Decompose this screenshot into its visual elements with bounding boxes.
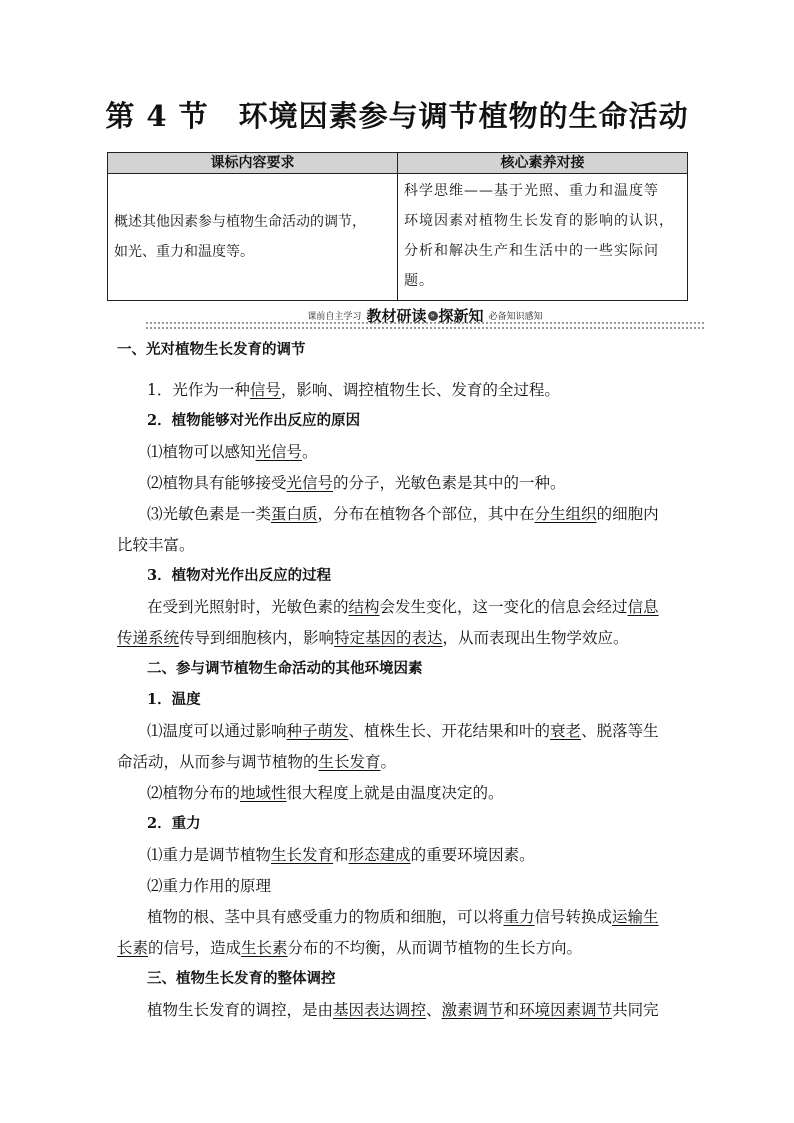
section-heading: 二、参与调节植物生命活动的其他环境因素	[147, 660, 423, 677]
paragraph-continuation: 传递系统传导到细胞核内，影响特定基因的表达，从而表现出生物学效应。	[117, 629, 629, 647]
key-term: 地域性	[240, 784, 287, 802]
table-cell-requirements	[108, 174, 398, 301]
table-cell-line: 科学思维——基于光照、重力和温度等	[404, 183, 659, 199]
list-item-continuation: 命活动，从而参与调节植物的生长发育。	[117, 753, 397, 771]
list-item: ⑵植物分布的地域性很大程度上就是由温度决定的。	[147, 784, 504, 802]
key-term: 分生组织	[534, 505, 597, 523]
paragraph-continuation: 长素的信号，造成生长素分布的不均衡，从而调节植物的生长方向。	[117, 939, 583, 957]
double-arrow-icon: »	[428, 311, 438, 321]
table-header-left: 课标内容要求	[108, 153, 398, 174]
table-cell-line: 如光、重力和温度等。	[114, 244, 254, 260]
key-term: 生长发育	[318, 753, 381, 771]
banner-main-right: 探新知	[438, 307, 484, 325]
list-item: ⑵重力作用的原理	[147, 877, 272, 895]
key-term: 传递系统	[117, 629, 180, 647]
banner-divider	[146, 327, 704, 329]
list-item: ⑴温度可以通过影响种子萌发、植株生长、开花结果和叶的衰老、脱落等生	[147, 722, 659, 740]
section-banner	[146, 305, 704, 329]
key-term: 运输生	[612, 908, 659, 926]
subheading: 3．植物对光作出反应的过程	[147, 567, 332, 584]
section-heading: 一、光对植物生长发育的调节	[117, 341, 306, 358]
subheading: 2．重力	[147, 815, 201, 832]
key-term: 蛋白质	[271, 505, 318, 523]
list-item: ⑵植物具有能够接受光信号的分子，光敏色素是其中的一种。	[147, 474, 566, 492]
subheading: 1．温度	[147, 691, 201, 708]
key-term: 种子萌发	[286, 722, 349, 740]
paragraph: 植物生长发育的调控，是由基因表达调控、激素调节和环境因素调节共同完	[147, 1001, 659, 1019]
banner-main-left: 教材研读	[366, 307, 427, 325]
key-term: 光信号	[286, 474, 334, 492]
key-term: 重力	[503, 908, 535, 926]
list-item-continuation: 比较丰富。	[117, 536, 195, 554]
key-term: 环境因素调节	[519, 1001, 613, 1019]
table-cell-line: 题。	[404, 273, 434, 289]
banner-text	[146, 305, 704, 326]
page-title: 第 4 节 环境因素参与调节植物的生命活动	[105, 99, 689, 133]
key-term: 结构	[348, 598, 380, 616]
list-item: ⑴重力是调节植物生长发育和形态建成的重要环境因素。	[147, 846, 535, 864]
banner-left-caption: 课前自主学习	[307, 312, 362, 322]
key-term: 特定基因的表达	[334, 629, 443, 647]
key-term: 形态建成	[348, 846, 411, 864]
curriculum-table	[107, 152, 688, 301]
key-term: 光信号	[255, 443, 303, 461]
key-term: 长素	[117, 939, 149, 957]
banner-right-caption: 必备知识感知	[488, 312, 543, 322]
list-item: ⑶光敏色素是一类蛋白质，分布在植物各个部位，其中在分生组织的细胞内	[147, 505, 659, 523]
table-cell-line: 分析和解决生产和生活中的一些实际问	[404, 243, 659, 259]
key-term: 激素调节	[441, 1001, 504, 1019]
paragraph: 植物的根、茎中具有感受重力的物质和细胞，可以将重力信号转换成运输生	[147, 908, 659, 926]
table-cell-line: 概述其他因素参与植物生命活动的调节，	[114, 214, 366, 230]
paragraph: 在受到光照射时，光敏色素的结构会发生变化，这一变化的信息会经过信息	[147, 598, 659, 616]
table-cell-core-literacy	[398, 174, 688, 301]
key-term: 基因表达调控	[333, 1001, 427, 1019]
section-heading: 三、植物生长发育的整体调控	[147, 970, 336, 987]
table-cell-line: 环境因素对植物生长发育的影响的认识，	[404, 213, 674, 229]
key-term: 生长素	[241, 939, 288, 957]
key-term: 生长发育	[271, 846, 334, 864]
table-header-right: 核心素养对接	[398, 153, 688, 174]
key-term: 衰老	[550, 722, 582, 740]
key-term: 信号	[249, 381, 281, 399]
list-item: ⑴植物可以感知光信号。	[147, 443, 318, 461]
subheading: 2．植物能够对光作出反应的原因	[147, 412, 361, 429]
key-term: 信息	[627, 598, 659, 616]
paragraph: 1．光作为一种信号，影响、调控植物生长、发育的全过程。	[147, 381, 560, 399]
